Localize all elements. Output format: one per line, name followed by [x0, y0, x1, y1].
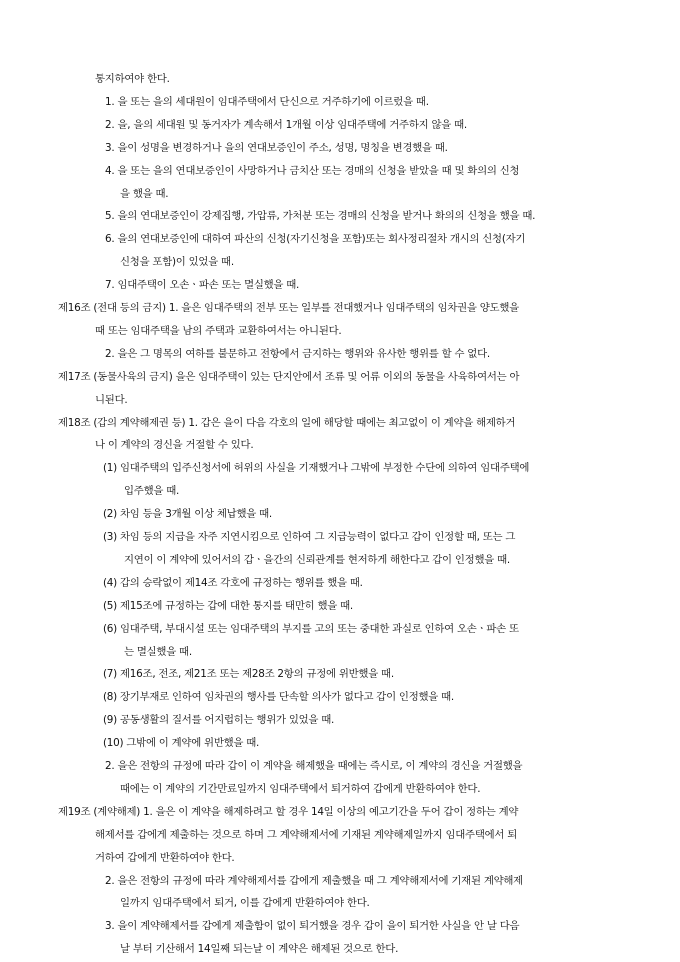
text-line: 신청을 포함)이 있었을 때. [120, 256, 234, 269]
list-item: 6. 을의 연대보증인에 대하여 파산의 신청(자기신청을 포함)또는 회사정리절차 개시의 신청(자기 [105, 233, 526, 246]
list-item: 1. 을 또는 을의 세대원이 임대주택에서 단신으로 거주하기에 이르렀을 때. [105, 95, 429, 108]
text-line: 지연이 이 계약에 있어서의 갑ㆍ을간의 신뢰관계를 현저하게 해한다고 갑이 인정했을 때. [124, 553, 510, 566]
text-line: 을 했을 때. [120, 187, 169, 200]
article-heading-16: 제16조 (전대 등의 금지) 1. 을은 임대주택의 전부 또는 일부를 전대했거나 임대주택의 임차권을 양도했을 [58, 302, 519, 314]
text-line: 통지하여야 한다. [95, 73, 170, 85]
text-line: 니된다. [95, 393, 128, 406]
article-heading-19: 제19조 (계약해제) 1. 을은 이 계약을 해제하려고 할 경우 14일 이상의 예고기간을 두어 갑이 정하는 계약 [58, 805, 519, 818]
list-item: (8) 장기부재로 인하여 임차권의 행사를 단속할 의사가 없다고 갑이 인정했을 때. [103, 691, 454, 704]
list-item: 2. 을은 전항의 규정에 따라 갑이 이 계약을 해제했을 때에는 즉시로, 이 계약의 경신을 거절했을 [105, 760, 523, 772]
text-line: 는 멸실했을 때. [124, 645, 192, 658]
list-item: (7) 제16조, 전조, 제21조 또는 제28조 2항의 규정에 위반했을 때. [103, 668, 394, 681]
text-line: 나 이 계약의 경신을 거절할 수 있다. [95, 439, 254, 452]
list-item: 2. 을은 그 명목의 여하를 불문하고 전항에서 금지하는 행위와 유사한 행위를 할 수 없다. [105, 347, 490, 360]
list-item: 3. 을이 성명을 변경하거나 을의 연대보증인이 주소, 성명, 명칭을 변경했을 때. [105, 141, 448, 154]
text-line: 거하여 갑에게 반환하여야 한다. [95, 851, 235, 864]
list-item: 2. 을, 을의 세대원 및 동거자가 계속해서 1개월 이상 임대주택에 거주하지 않을 때. [105, 118, 467, 131]
list-item: (6) 임대주택, 부대시설 또는 임대주택의 부지를 고의 또는 중대한 과실로 인하여 오손ㆍ파손 또 [103, 622, 519, 635]
article-heading-17: 제17조 (동물사육의 금지) 을은 임대주택이 있는 단지안에서 조류 및 어류 이외의 동물을 사육하여서는 아 [58, 370, 520, 383]
text-line: 날 부터 기산해서 14일째 되는날 이 계약은 해제된 것으로 한다. [120, 943, 399, 956]
list-item: (2) 차임 등을 3개월 이상 체납했을 때. [103, 508, 272, 521]
article-heading-18: 제18조 (갑의 계약해제권 등) 1. 갑은 을이 다음 각호의 일에 해당할 때에는 최고없이 이 계약을 해제하거 [58, 416, 516, 429]
list-item: 5. 을의 연대보증인이 강제집행, 가압류, 가처분 또는 경매의 신청을 받거나 화의의 신청을 했을 때. [105, 210, 536, 223]
list-item: (10) 그밖에 이 계약에 위반했을 때. [103, 737, 260, 750]
list-item: 7. 임대주택이 오손ㆍ파손 또는 멸실했을 때. [105, 279, 300, 292]
list-item: (3) 차임 등의 지급을 자주 지연시킴으로 인하여 그 지급능력이 없다고 갑이 인정할 때, 또는 그 [103, 531, 516, 543]
list-item: 2. 을은 전항의 규정에 따라 계약해제서를 갑에게 제출했을 때 그 계약해제서에 기재된 계약해제 [105, 874, 523, 887]
list-item: (4) 갑의 승락없이 제14조 각호에 규정하는 행위를 했을 때. [103, 576, 363, 589]
text-line: 때에는 이 계약의 기간만료일까지 임대주택에서 퇴거하여 갑에게 반환하여야 한다. [120, 782, 481, 795]
list-item: (1) 임대주택의 입주신청서에 허위의 사실을 기재했거나 그밖에 부정한 수단에 의하여 임대주택에 [103, 462, 530, 475]
list-item: 4. 을 또는 을의 연대보증인이 사망하거나 금치산 또는 경매의 신청을 받았을 때 및 화의의 신청 [105, 164, 520, 177]
list-item: (9) 공동생활의 질서를 어지럽히는 행위가 있었을 때. [103, 714, 335, 727]
text-line: 입주했을 때. [124, 485, 180, 498]
text-line: 해제서를 갑에게 제출하는 것으로 하며 그 계약해제서에 기재된 계약해제일까지 임대주택에서 퇴 [95, 828, 518, 841]
text-line: 때 또는 임대주택을 남의 주택과 교환하여서는 아니된다. [95, 324, 342, 337]
text-line: 일까지 임대주택에서 퇴거, 이를 갑에게 반환하여야 한다. [120, 897, 370, 910]
list-item: (5) 제15조에 규정하는 갑에 대한 통지를 태만히 했을 때. [103, 599, 353, 612]
list-item: 3. 을이 계약해제서를 갑에게 제출함이 없이 퇴거했을 경우 갑이 을이 퇴거한 사실을 안 날 다음 [105, 920, 520, 933]
